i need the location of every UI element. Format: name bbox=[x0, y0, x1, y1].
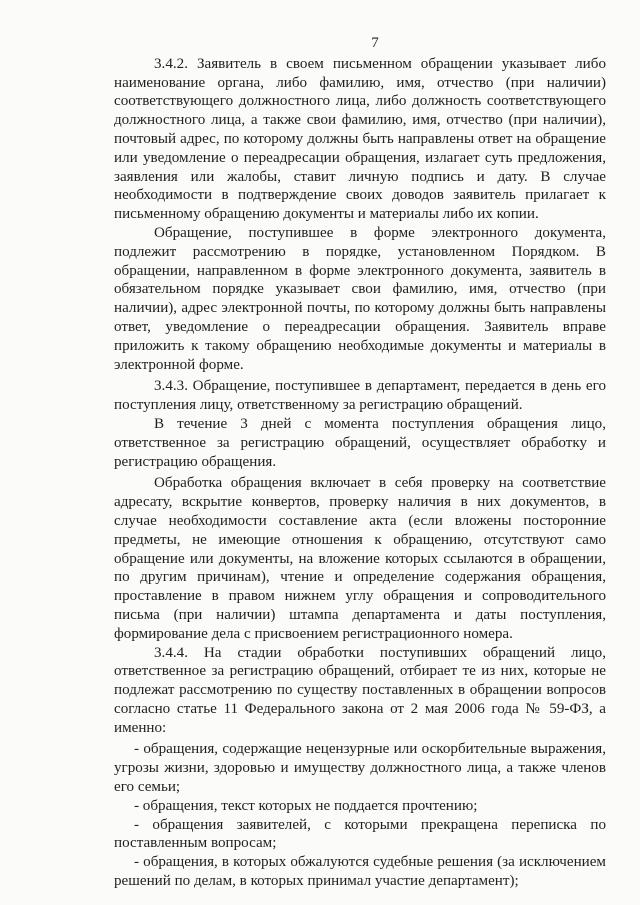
paragraph-electronic-form: Обращение, поступившее в форме электронного документа, подлежит рассмотрению в порядке, установленном Порядком. В обращении, направленном в форме электронного документа, заявитель в обязательном порядке указывает свои фамилию, имя, отчество (при наличии), адрес электронной почты, по которому должны быть направлены ответ, уведомление о переадресации обращения. Заявитель вправе приложить к такому обращению необходимые документы и материалы в электронной форме. bbox=[114, 224, 606, 373]
list-item: - обращения, текст которых не поддается прочтению; bbox=[134, 797, 478, 814]
paragraph-processing: Обработка обращения включает в себя проверку на соответствие адресату, вскрытие конвертов, проверку наличия в них документов, в случае необходимости составление акта (если вложены посторонние предметы, не имеющие отношения к обращению, отсутствуют само обращение или документы, на вложение которых ссылаются в обращении, по другим причинам), чтение и определение содержания обращения, проставление в правом нижнем углу обращения и сопроводительного письма (при наличии) штампа департамента и даты поступления, формирование дела с присвоением регистрационного номера. bbox=[114, 475, 606, 642]
paragraph-three-days: В течение 3 дней с момента поступления обращения лицо, ответственное за регистрацию обращений, осуществляет обработку и регистрацию обращения. bbox=[114, 415, 606, 470]
paragraph-3-4-3: 3.4.3. Обращение, поступившее в департамент, передается в день его поступления лицу, ответственному за регистрацию обращений. bbox=[114, 378, 606, 414]
list-item: - обращения, содержащие нецензурные или оскорбительные выражения, угрозы жизни, здоровью и имуществу должностного лица, а также членов его семьи; bbox=[114, 741, 606, 796]
paragraph-3-4-2: 3.4.2. Заявитель в своем письменном обращении указывает либо наименование органа, либо фамилию, имя, отчество (при наличии) соответствующего должностного лица, либо должность соответствующего должностного лица, а также свои фамилию, имя, отчество (при наличии), почтовый адрес, по которому должны быть направлены ответ на обращение или уведомление о переадресации обращения, излагает суть предложения, заявления или жалобы, ставит личную подпись и дату. В случае необходимости в подтверждение своих доводов заявитель прилагает к письменному обращению документы и материалы либо их копии. bbox=[114, 55, 606, 223]
page-number: 7 bbox=[371, 35, 379, 51]
list-item: - обращения, в которых обжалуются судебные решения (за исключением решений по делам, в которых принимал участие департамент); bbox=[114, 854, 606, 890]
list-item: - обращения заявителей, с которыми прекращена переписка по поставленным вопросам; bbox=[114, 816, 606, 852]
paragraph-3-4-4: 3.4.4. На стадии обработки поступивших обращений лицо, ответственное за регистрацию обращений, отбирает те из них, которые не подлежат рассмотрению по существу поставленных в обращении вопросов согласно статье 11 Федерального закона от 2 мая 2006 года № 59-ФЗ, а именно: bbox=[114, 644, 606, 736]
